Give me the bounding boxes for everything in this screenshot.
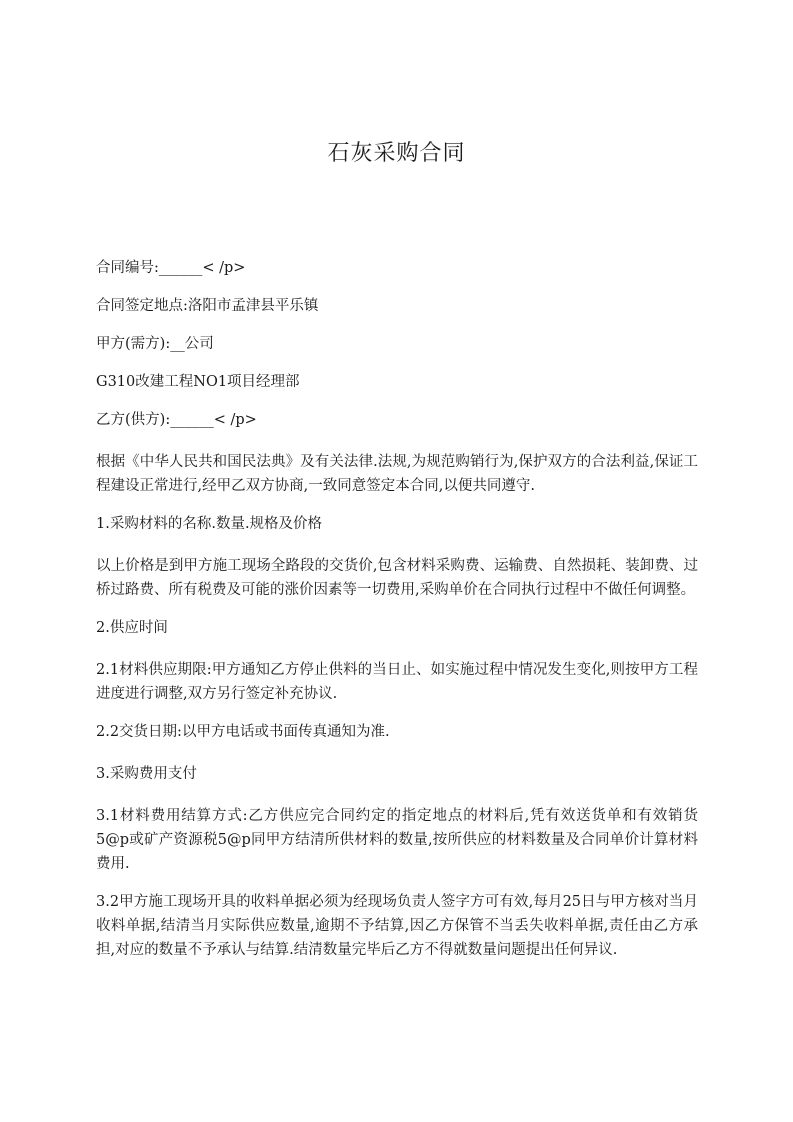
document-body — [96, 256, 698, 976]
clause-3-2: 3.2甲方施工现场开具的收料单据必须为经现场负责人签字方可有效,每月25日与甲方核对当月收料单据,结清当月实际供应数量,逾期不予结算,因乙方保管不当丢失收料单据,责任由乙方承担,对应的数量不予承认与结算.结清数量完毕后乙方不得就数量问题提出任何异议. — [96, 894, 698, 958]
party-a-department-line: G310改建工程NO1项目经理部 — [96, 374, 300, 390]
section-3-heading: 3.采购费用支付 — [96, 766, 197, 782]
contract-number-line: 合同编号:______< /p> — [96, 260, 246, 276]
clause-3-1: 3.1材料费用结算方式:乙方供应完合同约定的指定地点的材料后,凭有效送货单和有效销货5@p或矿产资源税5@p同甲方结清所供材料的数量,按所供应的材料数量及合同单价计算材料费用. — [96, 808, 698, 872]
section-1-heading: 1.采购材料的名称.数量.规格及价格 — [96, 516, 323, 532]
preamble-paragraph: 根据《中华人民共和国民法典》及有关法律.法规,为规范购销行为,保护双方的合法利益,保证工程建设正常进行,经甲乙双方协商,一致同意签定本合同,以便共同遵守. — [96, 454, 698, 494]
page-title: 石灰采购合同 — [327, 141, 466, 166]
party-a-line: 甲方(需方):__公司 — [96, 336, 214, 352]
section-2-heading: 2.供应时间 — [96, 620, 168, 636]
party-b-line: 乙方(供方):______< /p> — [96, 412, 257, 428]
clause-2-2: 2.2交货日期:以甲方电话或书面传真通知为准. — [96, 724, 390, 740]
price-terms-paragraph: 以上价格是到甲方施工现场全路段的交货价,包含材料采购费、运输费、自然损耗、装卸费、过桥过路费、所有税费及可能的涨价因素等一切费用,采购单价在合同执行过程中不做任何调整。 — [96, 558, 698, 598]
signing-location-line: 合同签定地点:洛阳市孟津县平乐镇 — [96, 298, 319, 314]
clause-2-1: 2.1材料供应期限:甲方通知乙方停止供料的当日止、如实施过程中情况发生变化,则按甲方工程进度进行调整,双方另行签定补充协议. — [96, 662, 698, 702]
